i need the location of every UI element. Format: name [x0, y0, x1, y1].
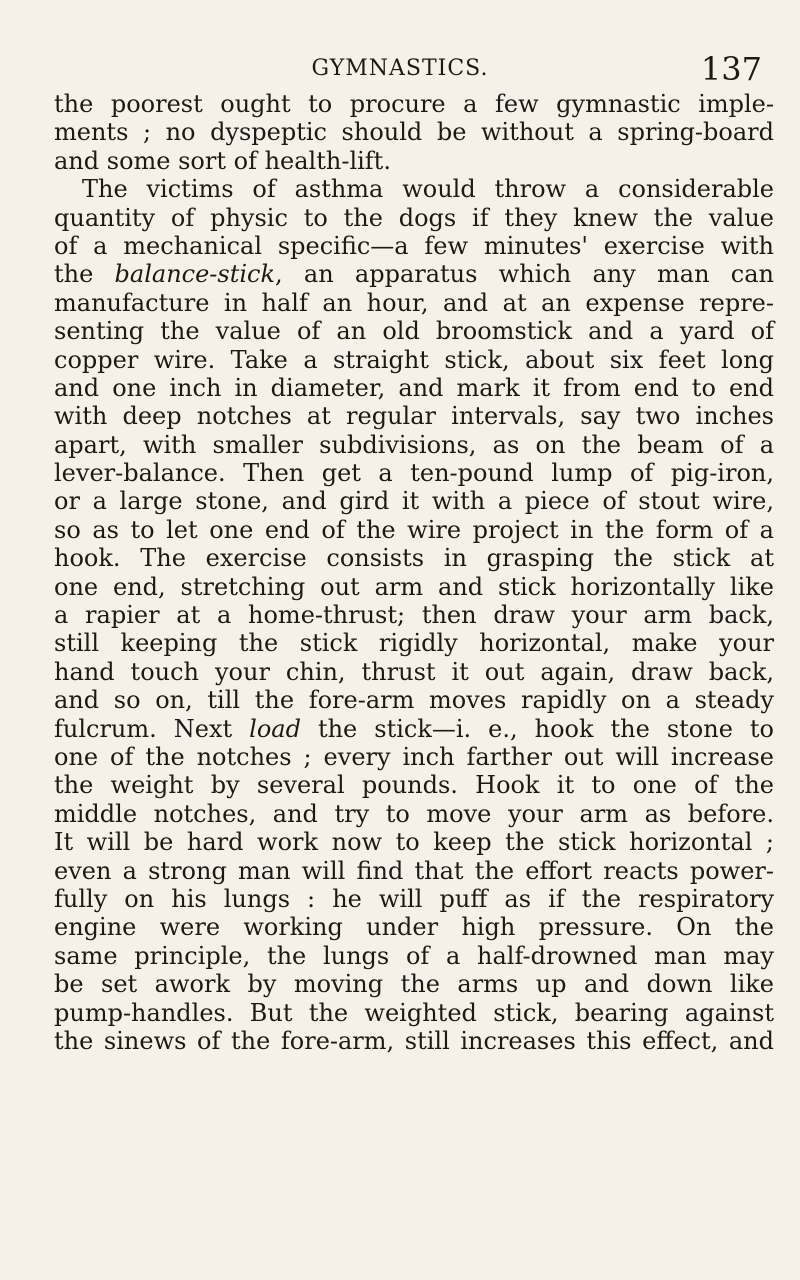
italic-term: balance-stick: [114, 260, 276, 289]
text-line: copper wire. Take a straight stick, about six feet long: [54, 345, 774, 374]
text-line: of a mechanical specific—a few minutes' exercise with: [54, 231, 774, 260]
text-line: middle notches, and try to move your arm as before.: [54, 799, 774, 828]
text-line: hook. The exercise consists in grasping the stick at: [54, 544, 774, 573]
running-head: [0, 50, 800, 90]
text-line: one of the notches ; every inch farther out will increase: [54, 742, 774, 771]
text-line: The victims of asthma would throw a considerable: [82, 175, 774, 204]
text-line: It will be hard work now to keep the stick horizontal ;: [54, 828, 774, 857]
page-number: 137: [700, 50, 762, 88]
text-line: the sinews of the fore-arm, still increases this effect, and: [54, 1026, 774, 1055]
text-line: one end, stretching out arm and stick horizontally like: [54, 572, 774, 601]
text-line: hand touch your chin, thrust it out again, draw back,: [54, 657, 774, 686]
text-line: so as to let one end of the wire project in the form of a: [54, 515, 774, 544]
text-line: same principle, the lungs of a half-drowned man may: [54, 941, 774, 970]
text-line: even a strong man will find that the effort reacts power-: [54, 856, 774, 885]
running-head-title: GYMNASTICS.: [311, 56, 489, 81]
text-line: pump-handles. But the weighted stick, bearing against: [54, 998, 774, 1027]
text-line: with deep notches at regular intervals, say two inches: [54, 402, 774, 431]
text-line: and some sort of health-lift.: [54, 146, 391, 175]
italic-term: load: [249, 714, 301, 743]
text-line: and so on, till the fore-arm moves rapidly on a steady: [54, 686, 774, 715]
text-line: a rapier at a home-thrust; then draw your arm back,: [54, 601, 774, 630]
text-line: engine were working under high pressure. On the: [54, 913, 774, 942]
text-line: and one inch in diameter, and mark it from end to end: [54, 373, 774, 402]
text-line: apart, with smaller subdivisions, as on the beam of a: [54, 430, 774, 459]
text-line: fulcrum. Next load the stick—i. e., hook the stone to: [54, 714, 774, 743]
text-line: or a large stone, and gird it with a piece of stout wire,: [54, 487, 774, 516]
text-line: fully on his lungs : he will puff as if the respiratory: [54, 884, 774, 913]
text-line: lever-balance. Then get a ten-pound lump of pig-iron,: [54, 459, 774, 488]
text-line: the weight by several pounds. Hook it to one of the: [54, 771, 774, 800]
text-line: still keeping the stick rigidly horizontal, make your: [54, 629, 774, 658]
body-text: [54, 90, 774, 1055]
text-line: manufacture in half an hour, and at an expense repre-: [54, 288, 774, 317]
text-line: the balance-stick, an apparatus which any man can: [54, 260, 775, 289]
text-line: the poorest ought to procure a few gymnastic imple-: [54, 90, 774, 118]
text-line: senting the value of an old broomstick and a yard of: [54, 317, 774, 346]
text-line: quantity of physic to the dogs if they knew the value: [54, 203, 774, 232]
text-line: ments ; no dyspeptic should be without a spring-board: [54, 118, 774, 147]
text-line: be set awork by moving the arms up and down like: [54, 970, 774, 999]
